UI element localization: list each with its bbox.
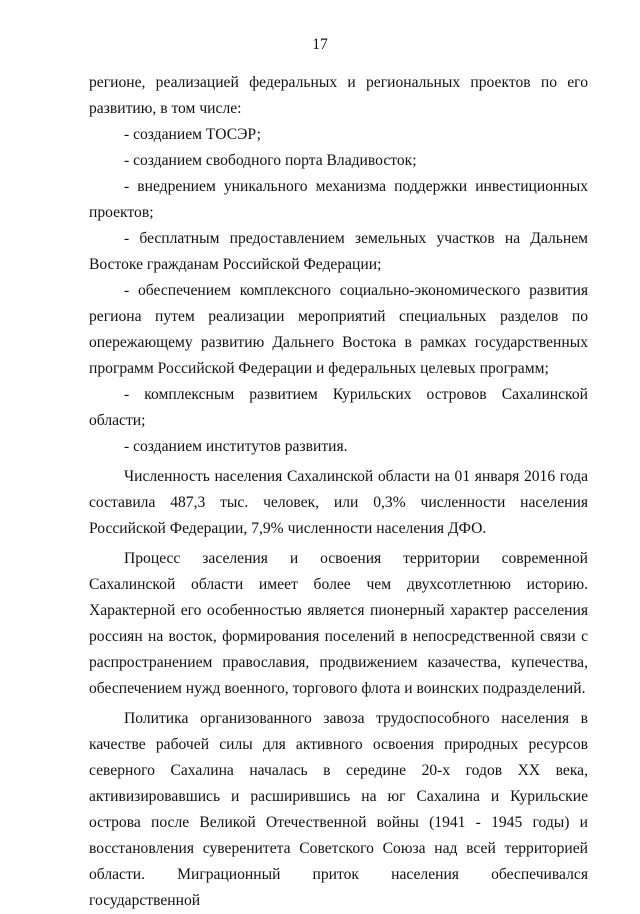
list-item-development-institutes: - созданием институтов развития. — [124, 438, 348, 455]
paragraph-migration-policy: Политика организованного завоза трудоспособного населения в качестве рабочей силы для активного освоения природных ресурсов северного Сахалина началась в середине 20-х годов XX века, активизировавшись и расширившись на юг Сахалина и Курильские острова после Великой Отечественной войны (1941 - 1945 годы) и восстановления суверенитета Советского Союза над всей территорией области. Миграционный приток населения обеспечивался государственной — [89, 710, 588, 909]
list-item-tosr: - созданием ТОСЭР; — [124, 126, 261, 143]
list-item-kuril-islands: - комплексным развитием Курильских островов Сахалинской области; — [89, 386, 588, 429]
paragraph-intro: регионе, реализацией федеральных и региональных проектов по его развитию, в том числе: — [89, 74, 588, 117]
paragraph-settlement-history: Процесс заселения и освоения территории современной Сахалинской области имеет более чем двухсотлетнюю историю. Характерной его особенностью является пионерный характер расселения россиян на восток, формирования поселений в непосредственной связи с распространением православия, продвижением казачества, купечества, обеспечением нужд военного, торгового флота и воинских подразделений. — [89, 550, 588, 697]
list-item-investment-support: - внедрением уникального механизма поддержки инвестиционных проектов; — [89, 178, 588, 221]
list-item-free-port: - созданием свободного порта Владивосток; — [124, 152, 417, 169]
list-item-land-plots: - бесплатным предоставлением земельных участков на Дальнем Востоке гражданам Российской Федерации; — [89, 230, 588, 273]
paragraph-population: Численность населения Сахалинской области на 01 января 2016 года составила 487,3 тыс. человек, или 0,3% численности населения Российской Федерации, 7,9% численности населения ДФО. — [89, 468, 588, 537]
body-text — [89, 70, 588, 914]
page-number: 17 — [312, 36, 328, 53]
list-item-complex-development: - обеспечением комплексного социально-экономического развития региона путем реализации мероприятий специальных разделов по опережающему развитию Дальнего Востока в рамках государственных программ Российской Федерации и федеральных целевых программ; — [89, 282, 588, 377]
